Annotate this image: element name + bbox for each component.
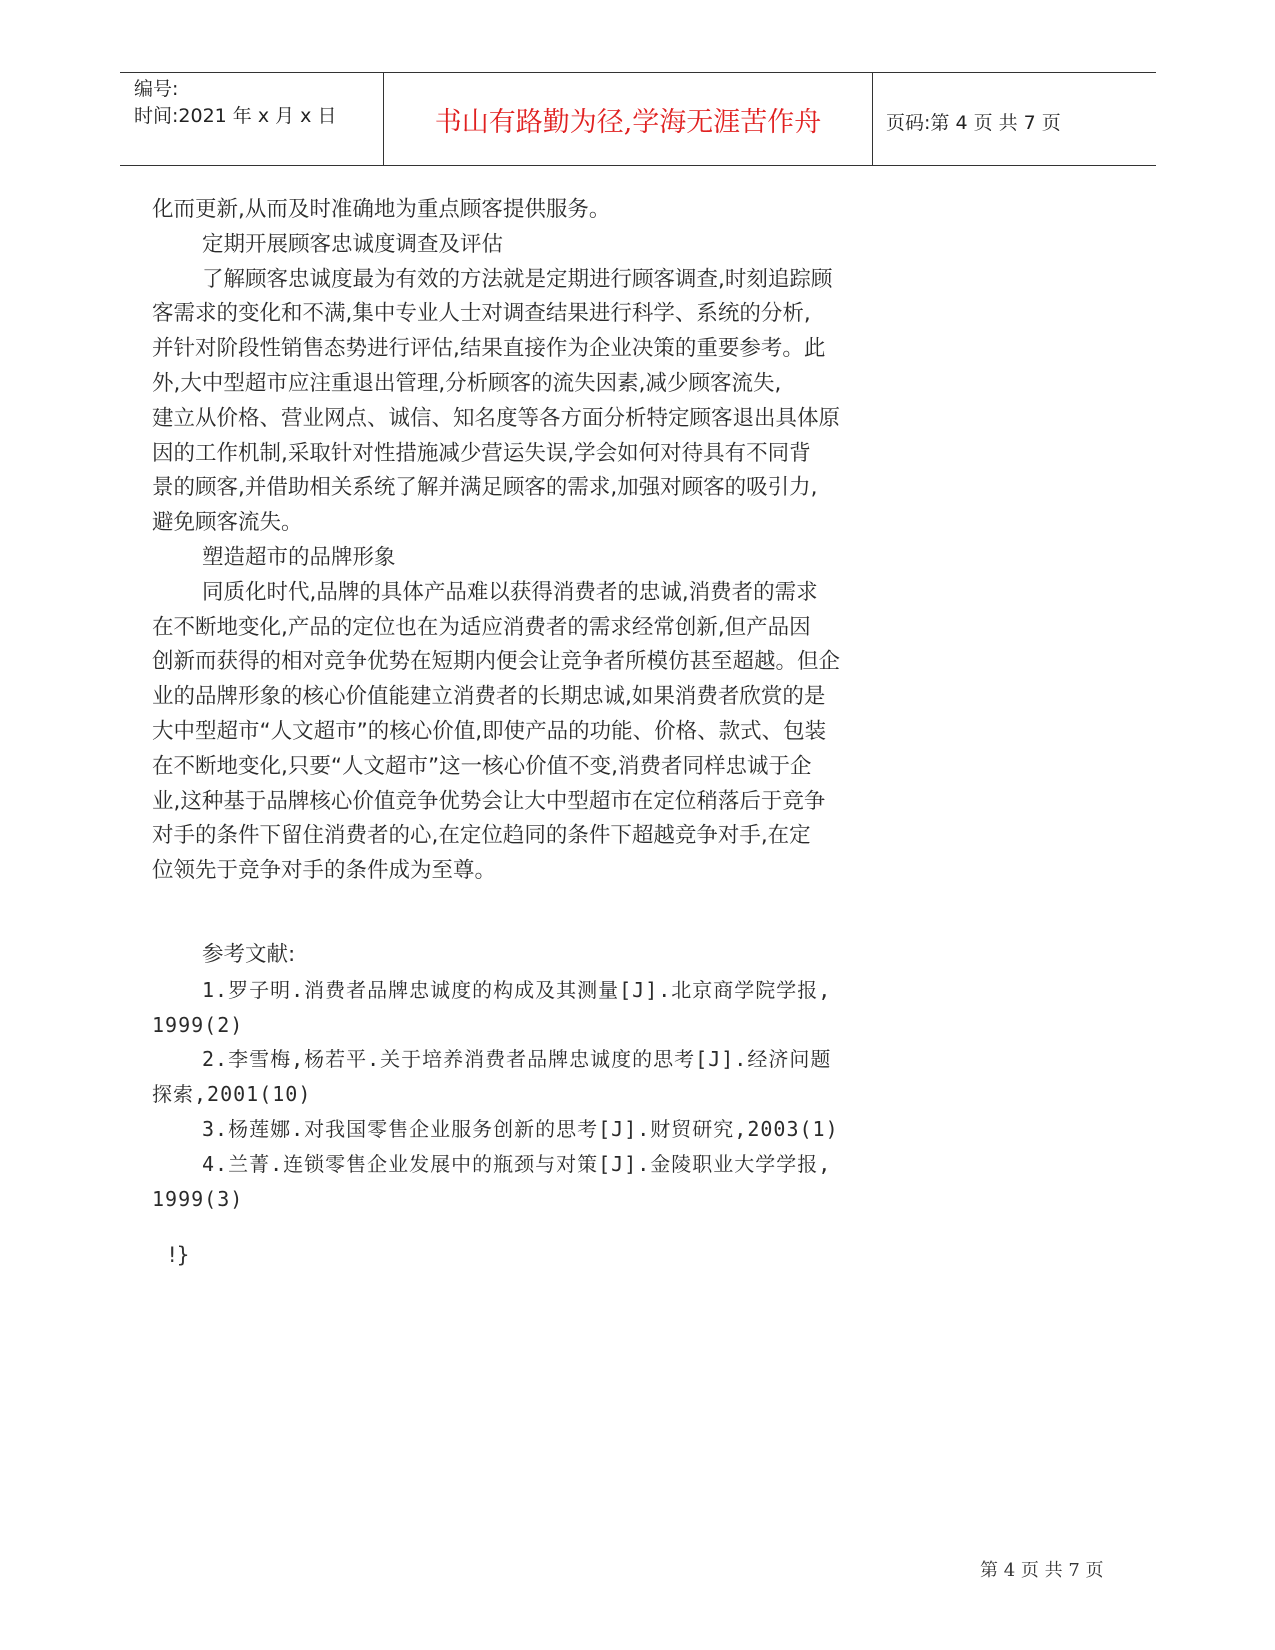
header-motto: 书山有路勤为径,学海无涯苦作舟 [434,107,822,138]
reference-line: 1.罗子明.消费者品牌忠诚度的构成及其测量[J].北京商学院学报, [202,977,832,1002]
reference-line: 2.李雪梅,杨若平.关于培养消费者品牌忠诚度的思考[J].经济问题 [202,1047,832,1072]
body-line: 在不断地变化,产品的定位也在为适应消费者的需求经常创新,但产品因 [152,614,811,640]
body-line: 建立从价格、营业网点、诚信、知名度等各方面分析特定顾客退出具体原 [152,405,841,431]
header-bottom-rule [120,165,1156,166]
body-line: 外,大中型超市应注重退出管理,分析顾客的流失因素,减少顾客流失, [152,370,782,396]
section-heading: 塑造超市的品牌形象 [202,544,396,570]
header-time-label: 时间:2021 年 x 月 x 日 [134,105,337,127]
reference-line: 探索,2001(10) [152,1082,312,1107]
header-number-label: 编号: [134,78,179,100]
body-line: 业,这种基于品牌核心价值竞争优势会让大中型超市在定位稍落后于竞争 [152,788,826,814]
footer-page-number: 第 4 页 共 7 页 [980,1560,1104,1581]
body-line: 并针对阶段性销售态势进行评估,结果直接作为企业决策的重要参考。此 [152,336,826,362]
reference-line: 1999(2) [152,1012,244,1037]
body-line: 业的品牌形象的核心价值能建立消费者的长期忠诚,如果消费者欣赏的是 [152,684,826,710]
body-line: 了解顾客忠诚度最为有效的方法就是定期进行顾客调查,时刻追踪顾 [202,266,833,292]
body-line: 对手的条件下留住消费者的心,在定位趋同的条件下超越竞争对手,在定 [152,823,811,849]
header-top-rule [120,72,1156,73]
document-body [152,193,962,1216]
section-heading: 定期开展顾客忠诚度调查及评估 [202,231,504,257]
reference-line: 3.杨莲娜.对我国零售企业服务创新的思考[J].财贸研究,2003(1) [202,1116,839,1141]
body-line: 创新而获得的相对竞争优势在短期内便会让竞争者所模仿甚至超越。但企 [152,649,841,675]
body-line: 客需求的变化和不满,集中专业人士对调查结果进行科学、系统的分析, [152,301,811,327]
body-line: 同质化时代,品牌的具体产品难以获得消费者的忠诚,消费者的需求 [202,579,818,605]
body-line: 化而更新,从而及时准确地为重点顾客提供服务。 [152,197,611,222]
section-gap [152,889,962,938]
body-line: 因的工作机制,采取针对性措施减少营运失误,学会如何对待具有不同背 [152,440,811,466]
header-page-label: 页码:第 4 页 共 7 页 [886,112,1061,134]
references-title: 参考文献: [202,941,296,967]
body-line: 位领先于竞争对手的条件成为至尊。 [152,858,497,884]
body-line: 在不断地变化,只要“人文超市”这一核心价值不变,消费者同样忠诚于企 [152,753,812,779]
reference-line: 4.兰菁.连锁零售企业发展中的瓶颈与对策[J].金陵职业大学学报, [202,1151,832,1176]
body-line: 景的顾客,并借助相关系统了解并满足顾客的需求,加强对顾客的吸引力, [152,475,818,501]
body-line: 避免顾客流失。 [152,510,303,536]
header-divider-right [872,72,873,165]
header-meta [134,76,336,130]
body-line: 大中型超市“人文超市”的核心价值,即使产品的功能、价格、款式、包装 [152,718,827,744]
stray-mark: !} [168,1243,190,1267]
reference-line: 1999(3) [152,1186,244,1211]
